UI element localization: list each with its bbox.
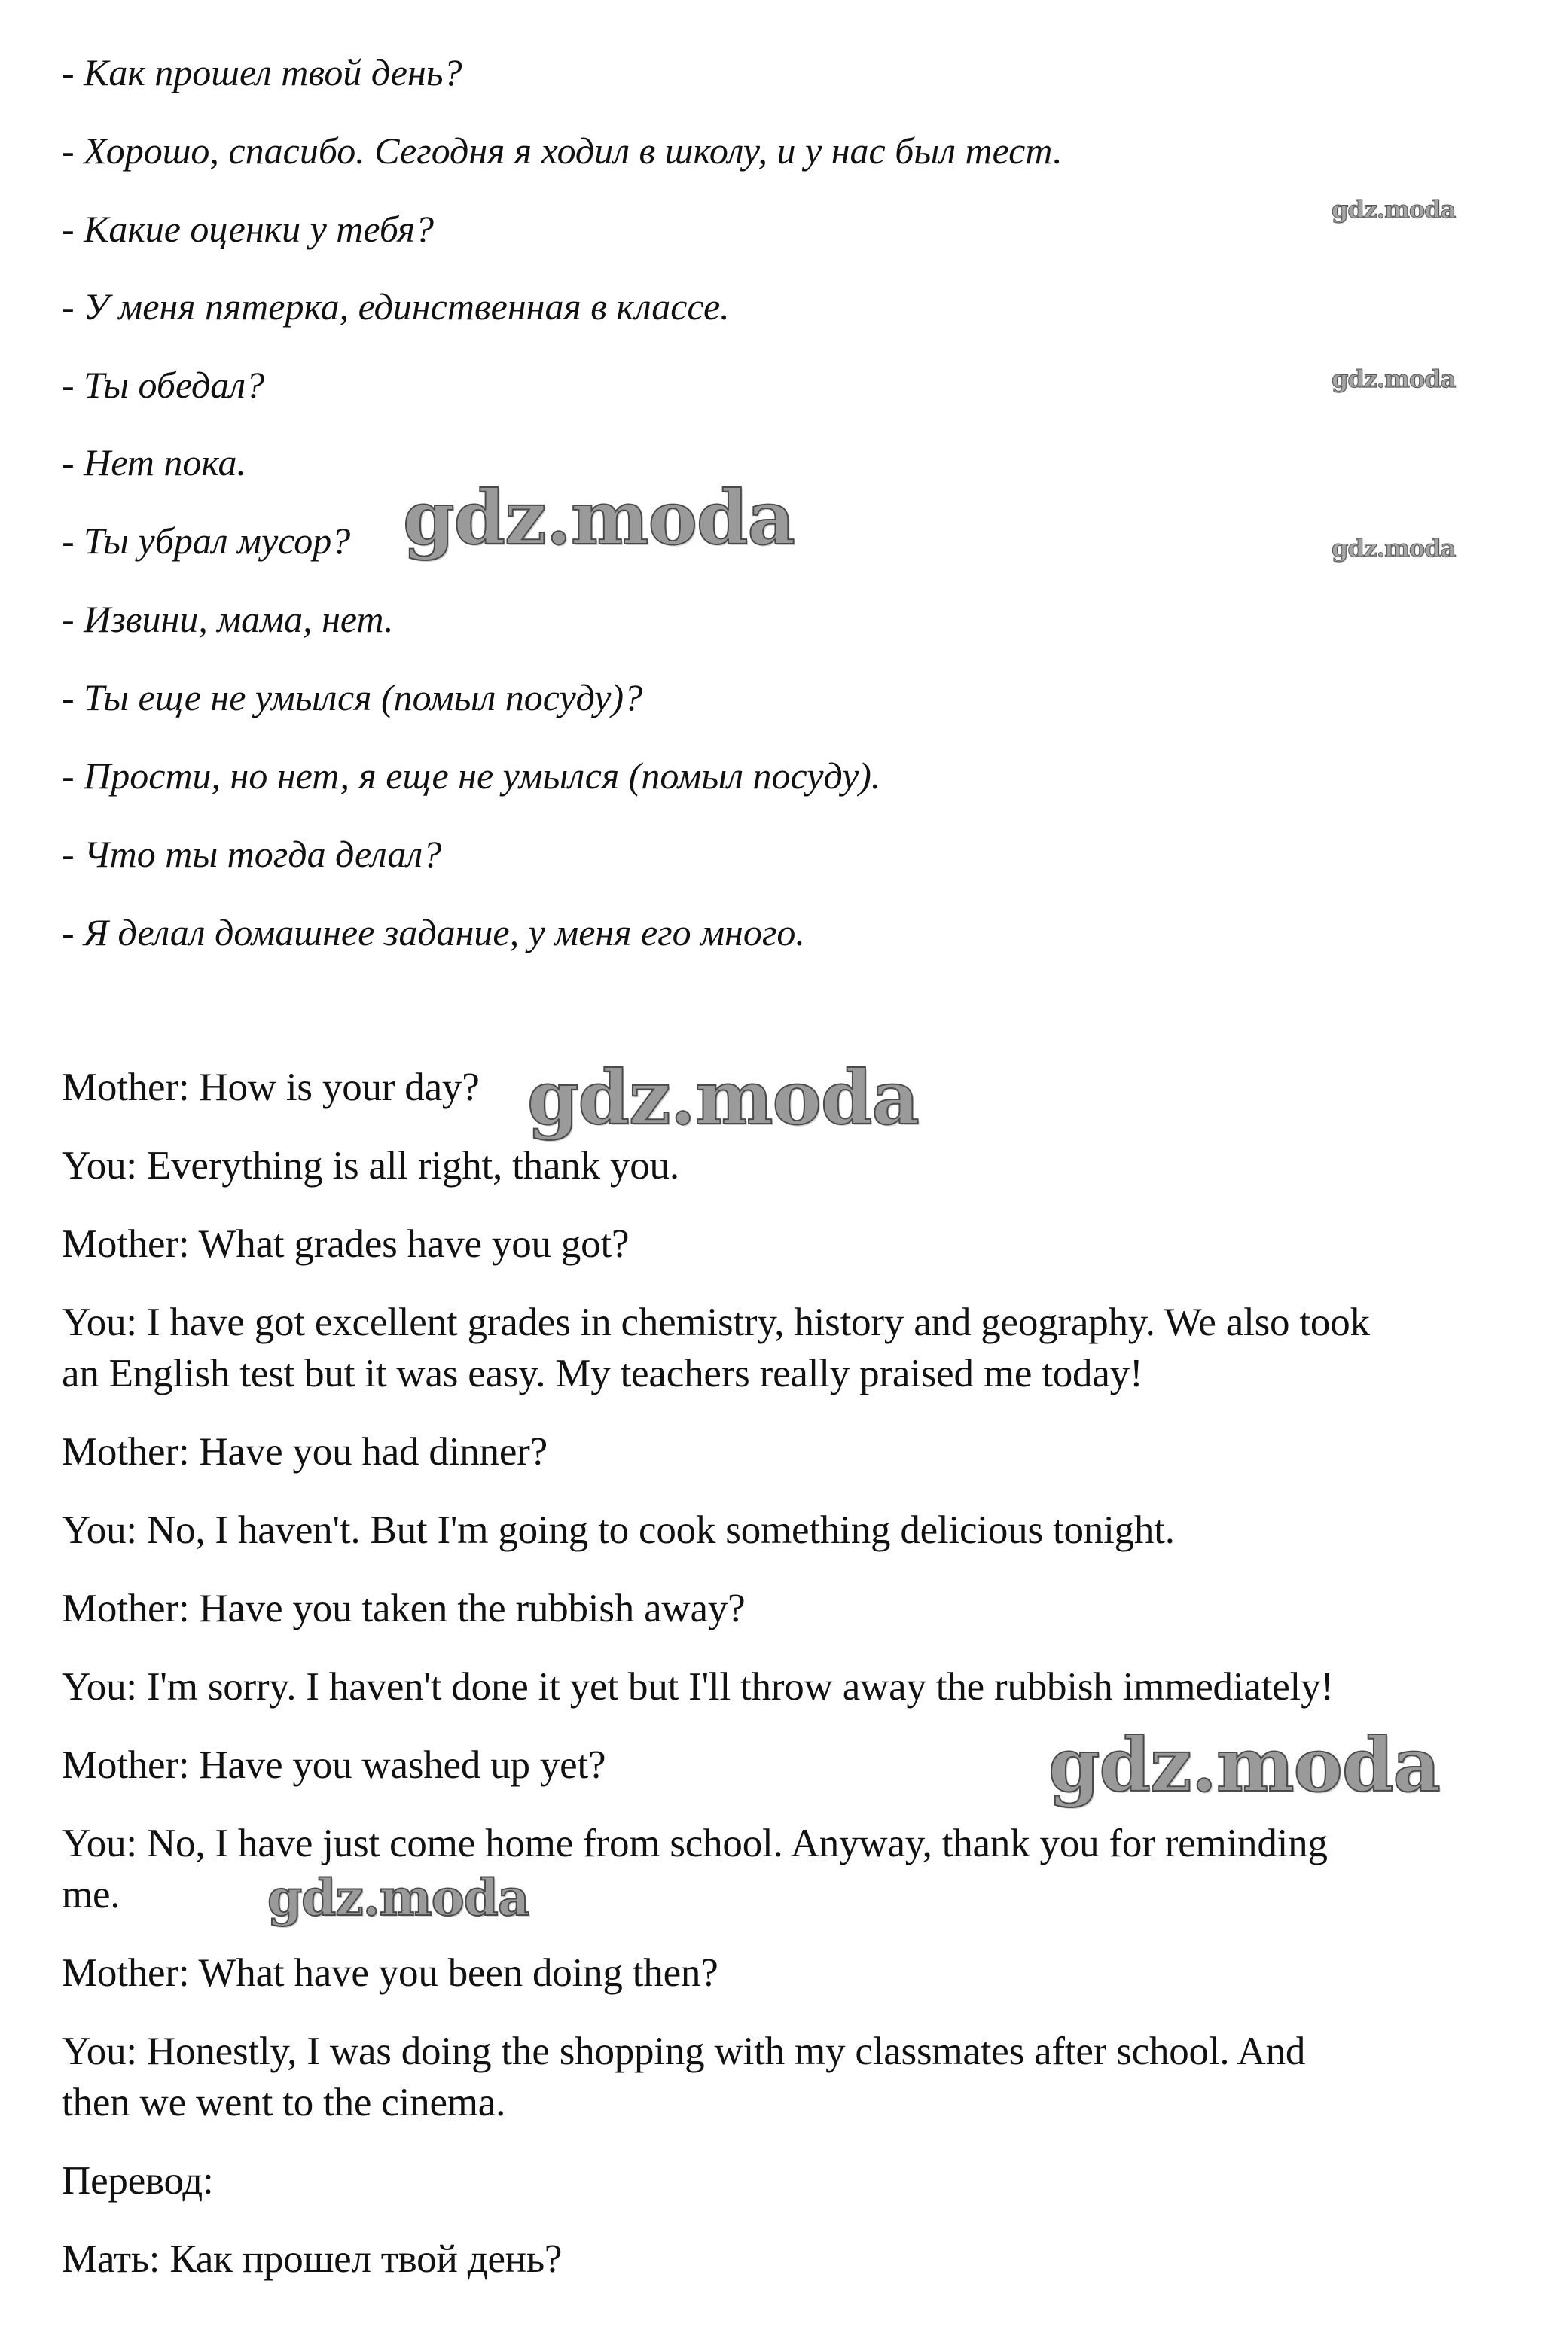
russian-line-4: - У меня пятерка, единственная в классе.: [62, 285, 730, 328]
english-line-2: You: Everything is all right, thank you.: [62, 1144, 679, 1188]
russian-line-8: - Извини, мама, нет.: [62, 598, 394, 640]
english-line-4: You: I have got excellent grades in chemistry, history and geography. We also took: [62, 1301, 1370, 1344]
english-line-8: Mother: Have you taken the rubbish away?: [62, 1587, 746, 1630]
english-line-9: You: I'm sorry. I haven't done it yet but I'll throw away the rubbish immediately!: [62, 1665, 1334, 1709]
english-line-3: Mother: What grades have you got?: [62, 1222, 630, 1266]
russian-line-5: - Ты обедал?: [62, 364, 265, 406]
english-line-11: You: No, I have just come home from school. Anyway, thank you for reminding: [62, 1822, 1328, 1865]
translation-line-1: Мать: Как прошел твой день?: [62, 2237, 563, 2281]
translation-heading: Перевод:: [62, 2159, 214, 2203]
english-line-14: You: Honestly, I was doing the shopping with my classmates after school. And: [62, 2029, 1306, 2073]
russian-line-3: - Какие оценки у тебя?: [62, 208, 435, 250]
watermark-logo: gdz.moda: [267, 1868, 529, 1927]
russian-line-1: - Как прошел твой день?: [62, 51, 462, 93]
watermark-logo: gdz.moda: [1048, 1722, 1440, 1809]
watermark-logo: gdz.moda: [1332, 534, 1456, 563]
russian-line-6: - Нет пока.: [62, 441, 247, 483]
english-line-6: Mother: Have you had dinner?: [62, 1430, 548, 1474]
english-line-13: Mother: What have you been doing then?: [62, 1951, 718, 1995]
english-line-15: then we went to the cinema.: [62, 2081, 506, 2124]
english-line-7: You: No, I haven't. But I'm going to cook something delicious tonight.: [62, 1508, 1175, 1552]
watermark-logo: gdz.moda: [1332, 364, 1456, 393]
russian-line-11: - Что ты тогда делал?: [62, 833, 442, 875]
english-line-12: me.: [62, 1873, 120, 1917]
russian-line-12: - Я делал домашнее задание, у меня его много.: [62, 911, 805, 953]
watermark-logo: gdz.moda: [527, 1055, 919, 1142]
english-line-1: Mother: How is your day?: [62, 1066, 480, 1109]
watermark-logo: gdz.moda: [403, 475, 795, 562]
english-line-5: an English test but it was easy. My teachers really praised me today!: [62, 1352, 1143, 1395]
watermark-logo: gdz.moda: [1332, 195, 1456, 224]
russian-line-10: - Прости, но нет, я еще не умылся (помыл посуду).: [62, 755, 881, 797]
english-line-10: Mother: Have you washed up yet?: [62, 1743, 606, 1787]
russian-line-9: - Ты еще не умылся (помыл посуду)?: [62, 676, 643, 718]
russian-line-7: - Ты убрал мусор?: [62, 520, 351, 562]
russian-line-2: - Хорошо, спасибо. Сегодня я ходил в школу, и у нас был тест.: [62, 130, 1063, 172]
